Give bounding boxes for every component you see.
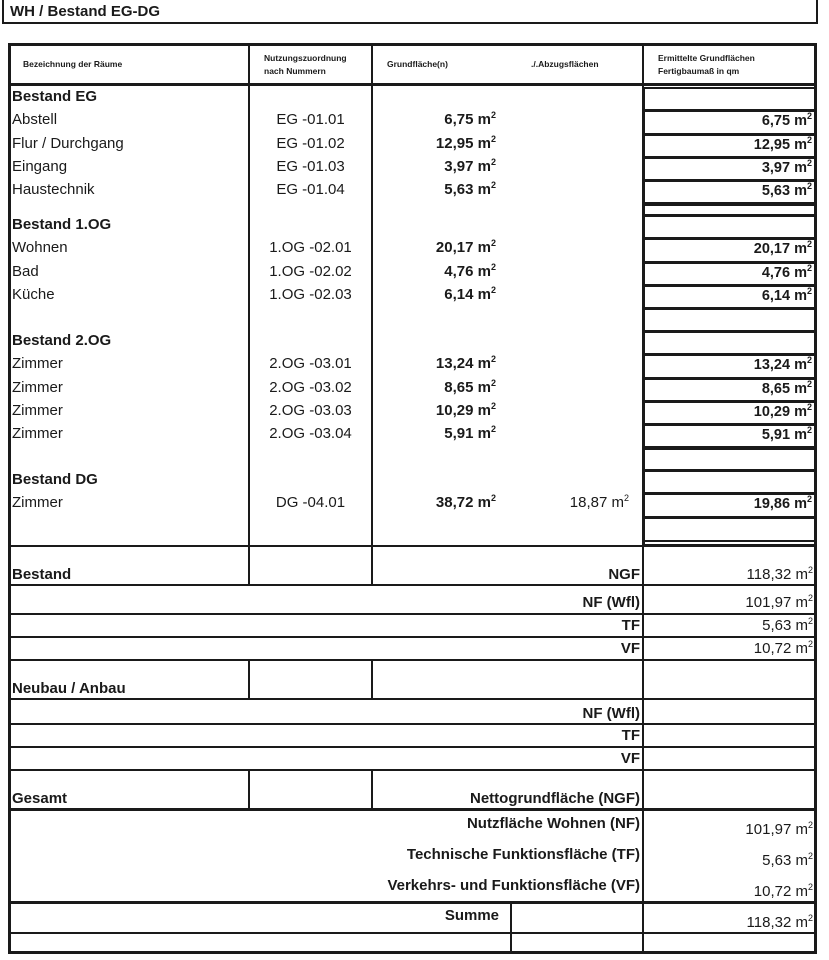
neubau-tf-label: TF xyxy=(621,727,640,744)
gesamt-vf-value xyxy=(754,883,813,901)
value: 20,17 xyxy=(435,239,474,257)
header-deduction: ./.Abzugsflächen xyxy=(531,59,599,69)
neubau-vf-label: VF xyxy=(620,750,640,767)
unit: m xyxy=(477,262,491,280)
value: 5,91 xyxy=(761,427,791,444)
section-title: Bestand 2.OG xyxy=(12,332,112,349)
result-cell xyxy=(643,262,817,286)
value: 118,32 xyxy=(746,914,792,931)
gesamt-vf-label: Verkehrs- und Funktionsfläche (VF) xyxy=(387,877,640,894)
bestand-nf-value xyxy=(745,594,813,612)
unit: m xyxy=(477,401,491,419)
result-cell xyxy=(643,157,817,181)
room-number: DG -04.01 xyxy=(275,494,346,512)
bestand-tf-label: TF xyxy=(621,617,640,634)
bestand-vf-label: VF xyxy=(620,640,640,657)
result-cell-empty xyxy=(643,448,817,472)
unit: m xyxy=(795,821,808,838)
result-cell-empty xyxy=(643,308,817,332)
room-number: 2.OG -03.01 xyxy=(269,355,352,373)
unit: m xyxy=(477,425,491,443)
value: 10,29 xyxy=(435,401,474,419)
room-name: Zimmer xyxy=(12,425,63,443)
room-area xyxy=(436,239,496,257)
room-number: 1.OG -02.02 xyxy=(269,262,352,280)
rule xyxy=(8,659,817,661)
unit: m xyxy=(794,357,807,374)
unit-sup: 2 xyxy=(490,180,496,191)
unit: m xyxy=(794,241,807,258)
value: 12,95 xyxy=(435,134,474,152)
unit: m xyxy=(795,566,808,583)
room-number: 2.OG -03.04 xyxy=(269,425,352,443)
unit-sup: 2 xyxy=(806,425,812,436)
unit-sup: 2 xyxy=(490,238,496,249)
unit-sup: 2 xyxy=(806,355,812,366)
unit-sup: 2 xyxy=(490,156,496,167)
result-cell xyxy=(643,354,817,378)
value: 118,32 xyxy=(746,566,792,583)
room-area xyxy=(444,425,496,443)
value: 10,72 xyxy=(753,640,792,657)
unit: m xyxy=(794,159,807,176)
room-area xyxy=(436,494,496,512)
summe-divider xyxy=(510,901,512,953)
unit-sup: 2 xyxy=(806,111,812,122)
value: 10,72 xyxy=(753,883,792,900)
bestand-tf-value xyxy=(762,617,813,635)
room-area xyxy=(436,402,496,420)
room-name: Zimmer xyxy=(12,355,63,373)
unit-sup: 2 xyxy=(807,820,813,830)
unit: m xyxy=(477,378,491,396)
unit: m xyxy=(477,239,491,257)
document-title: WH / Bestand EG-DG xyxy=(2,0,818,24)
room-deduction xyxy=(570,494,629,512)
col-divider-1c xyxy=(248,659,250,699)
rule xyxy=(8,698,817,700)
rule xyxy=(8,808,817,811)
col-divider-2b xyxy=(371,545,373,585)
result-cell-empty xyxy=(643,517,817,542)
value: 5,63 xyxy=(761,183,791,200)
unit-sup: 2 xyxy=(490,110,496,121)
value: 6,75 xyxy=(444,111,474,129)
unit-sup: 2 xyxy=(490,284,496,295)
value: 8,65 xyxy=(444,378,474,396)
room-number: 1.OG -02.01 xyxy=(269,239,352,257)
value: 5,63 xyxy=(444,181,474,199)
room-name: Flur / Durchgang xyxy=(12,134,124,152)
header-result-1: Ermittelte Grundflächen xyxy=(658,53,755,63)
unit: m xyxy=(477,157,491,175)
bestand-label: Bestand xyxy=(12,566,72,583)
result-cell xyxy=(643,378,817,402)
unit: m xyxy=(477,181,491,199)
result-cell xyxy=(643,134,817,158)
result-cell-empty xyxy=(643,331,817,355)
unit-sup: 2 xyxy=(490,424,496,435)
value: 13,24 xyxy=(435,355,474,373)
unit: m xyxy=(795,640,808,657)
unit-sup: 2 xyxy=(806,285,812,296)
header-result-2: Fertigbaumaß in qm xyxy=(658,66,740,76)
rule xyxy=(8,545,817,547)
room-name: Eingang xyxy=(12,157,68,175)
room-area xyxy=(444,286,496,304)
unit: m xyxy=(477,355,491,373)
room-area xyxy=(444,379,496,397)
rule xyxy=(8,901,817,904)
room-number: 1.OG -02.03 xyxy=(269,285,352,303)
room-area xyxy=(436,135,496,153)
value: 3,97 xyxy=(761,159,791,176)
room-number: EG -01.01 xyxy=(276,111,345,129)
bestand-vf-value xyxy=(754,640,813,658)
gesamt-ngf-label: Nettogrundfläche (NGF) xyxy=(470,790,640,807)
value: 6,14 xyxy=(761,287,791,304)
unit-sup: 2 xyxy=(623,493,629,504)
result-cell xyxy=(643,238,817,262)
unit: m xyxy=(794,183,807,200)
room-name: Bad xyxy=(12,262,39,280)
room-name: Zimmer xyxy=(12,494,63,512)
room-area xyxy=(444,158,496,176)
value: 6,14 xyxy=(444,285,474,303)
unit-sup: 2 xyxy=(806,181,812,192)
unit: m xyxy=(794,287,807,304)
unit: m xyxy=(795,594,808,611)
value: 19,86 xyxy=(753,496,791,513)
room-name: Abstell xyxy=(12,111,58,129)
value: 6,75 xyxy=(761,113,791,130)
result-cell xyxy=(643,110,817,134)
value: 13,24 xyxy=(753,357,791,374)
gesamt-tf-value xyxy=(762,852,813,870)
col-divider-2 xyxy=(371,43,373,546)
value: 101,97 xyxy=(745,821,792,838)
unit-sup: 2 xyxy=(490,377,496,388)
room-name: Zimmer xyxy=(12,378,63,396)
section-title: Bestand DG xyxy=(12,471,98,488)
section-title: Bestand 1.OG xyxy=(12,216,112,233)
result-cell-empty xyxy=(643,87,817,111)
rule xyxy=(8,613,817,615)
unit-sup: 2 xyxy=(806,239,812,250)
unit: m xyxy=(795,852,808,869)
unit: m xyxy=(794,113,807,130)
unit-sup: 2 xyxy=(806,378,812,389)
room-area xyxy=(444,111,496,129)
unit-sup: 2 xyxy=(806,157,812,168)
value: 5,63 xyxy=(762,852,792,869)
room-number: 2.OG -03.02 xyxy=(269,378,352,396)
value: 20,17 xyxy=(753,241,791,258)
unit: m xyxy=(477,494,491,512)
rule xyxy=(8,636,817,638)
col-divider-2c xyxy=(371,659,373,699)
gesamt-sum-value xyxy=(747,914,813,932)
unit: m xyxy=(611,494,624,512)
room-name: Küche xyxy=(12,285,55,303)
bestand-nf-label: NF (Wfl) xyxy=(582,594,640,611)
unit-sup: 2 xyxy=(806,134,812,145)
section-title: Bestand EG xyxy=(12,88,98,105)
value: 5,91 xyxy=(444,425,474,443)
room-number: EG -01.04 xyxy=(276,181,345,199)
rule xyxy=(8,769,817,771)
unit: m xyxy=(795,914,808,931)
value: 10,29 xyxy=(753,403,791,420)
gesamt-label: Gesamt xyxy=(12,790,68,807)
room-area xyxy=(444,263,496,281)
room-number: 2.OG -03.03 xyxy=(269,401,352,419)
rule xyxy=(8,746,817,748)
result-cell-empty xyxy=(643,470,817,494)
col-divider-1d xyxy=(248,769,250,809)
rule xyxy=(8,584,817,586)
unit-sup: 2 xyxy=(490,133,496,144)
value: 18,87 xyxy=(569,494,608,512)
rule xyxy=(8,723,817,725)
unit: m xyxy=(794,380,807,397)
room-name: Zimmer xyxy=(12,401,63,419)
unit-sup: 2 xyxy=(807,882,813,892)
header-assignment-2: nach Nummern xyxy=(264,66,326,76)
unit: m xyxy=(477,285,491,303)
unit-sup: 2 xyxy=(807,851,813,861)
room-number: EG -01.03 xyxy=(276,157,345,175)
neubau-nf-label: NF (Wfl) xyxy=(582,705,640,722)
unit-sup: 2 xyxy=(806,262,812,273)
unit-sup: 2 xyxy=(807,913,813,923)
result-cell xyxy=(643,180,817,204)
header-rooms: Bezeichnung der Räume xyxy=(23,59,123,69)
result-cell xyxy=(643,285,817,309)
neubau-label: Neubau / Anbau xyxy=(12,680,126,697)
room-number: EG -01.02 xyxy=(276,134,345,152)
header-area: Grundfläche(n) xyxy=(387,59,448,69)
room-area xyxy=(444,181,496,199)
value: 101,97 xyxy=(745,594,792,611)
unit-sup: 2 xyxy=(807,593,813,603)
unit-sup: 2 xyxy=(490,493,496,504)
header-bottom-rule xyxy=(8,83,817,86)
value: 38,72 xyxy=(435,494,474,512)
header-assignment-1: Nutzungszuordnung xyxy=(264,53,347,63)
room-name: Haustechnik xyxy=(12,181,95,199)
unit: m xyxy=(794,264,807,281)
unit-sup: 2 xyxy=(806,401,812,412)
value: 3,97 xyxy=(444,157,474,175)
gesamt-sum-label: Summe xyxy=(444,907,499,924)
unit: m xyxy=(794,496,807,513)
unit-sup: 2 xyxy=(807,616,813,626)
unit: m xyxy=(795,883,808,900)
room-name: Wohnen xyxy=(12,239,68,257)
room-area xyxy=(436,355,496,373)
unit-sup: 2 xyxy=(807,639,813,649)
result-cell xyxy=(643,424,817,448)
result-cell xyxy=(643,401,817,425)
value: 8,65 xyxy=(761,380,791,397)
unit-sup: 2 xyxy=(806,494,812,505)
result-cell-empty xyxy=(643,215,817,239)
value: 4,76 xyxy=(444,262,474,280)
value: 4,76 xyxy=(761,264,791,281)
result-cell xyxy=(643,493,817,517)
unit-sup: 2 xyxy=(490,354,496,365)
gesamt-tf-label: Technische Funktionsfläche (TF) xyxy=(406,846,640,863)
bestand-ngf-label: NGF xyxy=(608,566,640,583)
col-divider-1b xyxy=(248,545,250,585)
col-divider-2d xyxy=(371,769,373,809)
unit: m xyxy=(794,427,807,444)
unit-sup: 2 xyxy=(490,261,496,272)
value: 5,63 xyxy=(762,617,792,634)
gesamt-nf-label: Nutzfläche Wohnen (NF) xyxy=(466,815,640,832)
rule xyxy=(8,932,817,934)
unit: m xyxy=(794,403,807,420)
bestand-ngf-value xyxy=(747,566,813,584)
unit: m xyxy=(477,111,491,129)
value: 12,95 xyxy=(753,136,791,153)
unit: m xyxy=(794,136,807,153)
gesamt-nf-value xyxy=(745,821,813,839)
unit-sup: 2 xyxy=(490,400,496,411)
unit: m xyxy=(795,617,808,634)
unit: m xyxy=(477,134,491,152)
unit-sup: 2 xyxy=(807,565,813,575)
